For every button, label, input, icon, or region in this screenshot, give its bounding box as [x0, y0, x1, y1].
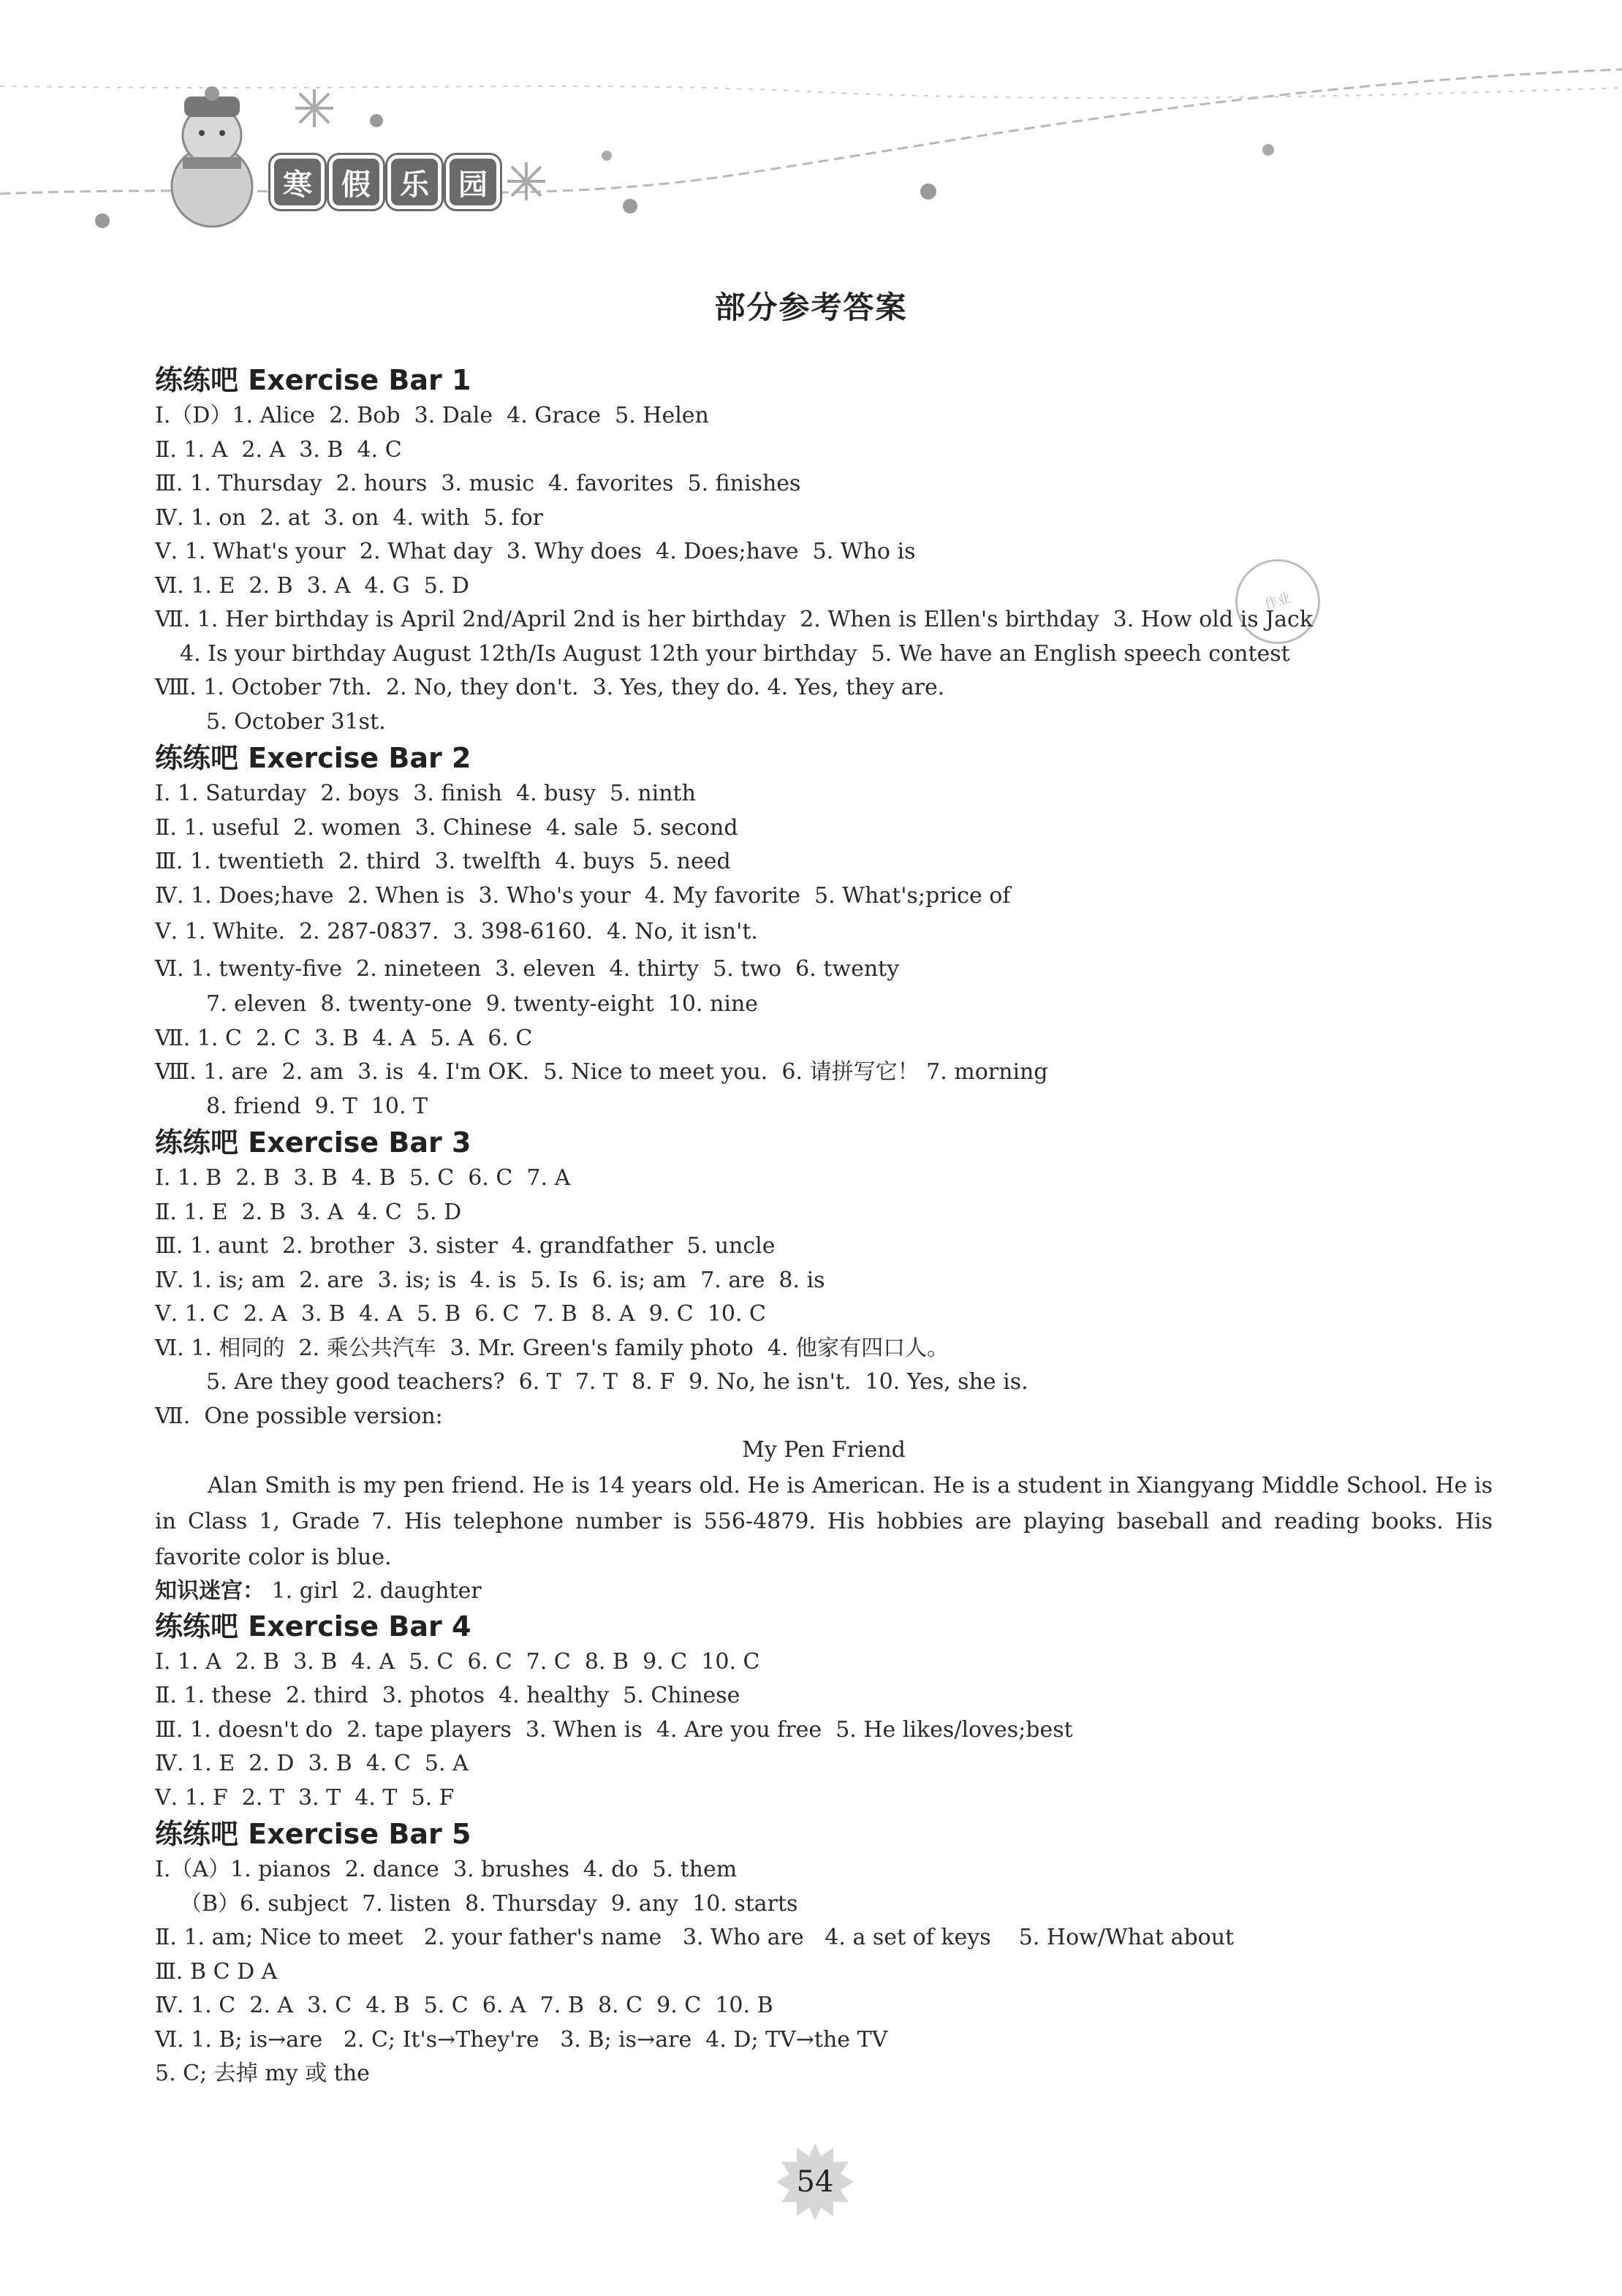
banner-char: 园 — [446, 155, 500, 209]
answer-line: Ⅱ. 1. A 2. A 3. B 4. C — [155, 436, 402, 463]
answer-line: Ⅴ. 1. What's your 2. What day 3. Why does 4. Does;have 5. Who is — [155, 539, 916, 564]
section-heading: 练练吧 Exercise Bar 5 — [155, 1818, 471, 1850]
answer-line: Ⅳ. 1. on 2. at 3. on 4. with 5. for — [155, 504, 543, 531]
answer-line: Ⅰ. 1. Saturday 2. boys 3. finish 4. busy 5. ninth — [155, 781, 696, 806]
answer-line: 4. Is your birthday August 12th/Is August 12th your birthday 5. We have an English speech contest — [180, 640, 1290, 667]
answer-line: Ⅰ.（A）1. pianos 2. dance 3. brushes 4. do 5. them — [155, 1857, 738, 1882]
snowflake-icon — [295, 89, 333, 127]
header-decoration — [0, 0, 1622, 241]
answer-line: （B）6. subject 7. listen 8. Thursday 9. any 10. starts — [180, 1890, 798, 1917]
answer-line: 5. Are they good teachers? 6. T 7. T 8. F 9. No, he isn't. 10. Yes, she is. — [206, 1369, 1028, 1395]
answer-line: Ⅶ. One possible version: — [155, 1403, 443, 1429]
answer-line: Ⅲ. 1. aunt 2. brother 3. sister 4. grandfather 5. uncle — [155, 1233, 776, 1259]
answer-line: 5. C; 去掉 my 或 the — [155, 2061, 370, 2086]
answer-line: 7. eleven 8. twenty-one 9. twenty-eight 10. nine — [206, 991, 759, 1017]
answer-line: Ⅵ. 1. twenty-five 2. nineteen 3. eleven 4. thirty 5. two 6. twenty — [155, 956, 900, 982]
answer-line: Ⅱ. 1. these 2. third 3. photos 4. healthy 5. Chinese — [155, 1683, 740, 1708]
answer-content — [155, 361, 1493, 2091]
answer-line: Ⅷ. 1. October 7th. 2. No, they don't. 3. Yes, they do. 4. Yes, they are. — [155, 675, 945, 700]
answer-line: Ⅳ. 1. Does;have 2. When is 3. Who's your 4. My favorite 5. What's;price of — [155, 882, 1011, 909]
answer-line: Ⅰ. 1. B 2. B 3. B 4. B 5. C 6. C 7. A — [155, 1165, 571, 1191]
answer-line: Ⅵ. 1. B; is→are 2. C; It's→They're 3. B; is→are 4. D; TV→the TV — [155, 2026, 888, 2053]
answer-line: Ⅳ. 1. E 2. D 3. B 4. C 5. A — [155, 1751, 469, 1776]
section-heading: 练练吧 Exercise Bar 4 — [155, 1610, 471, 1643]
banner-char: 乐 — [387, 155, 441, 209]
snowman-icon — [172, 86, 252, 227]
essay-paragraph: Alan Smith is my pen friend. He is 14 years old. He is American. He is a student in Xiangyang Middle School. He is in Class 1, Grade 7. His telephone number is 556-4879. His hobbies are playing baseball and reading books. His favorite color is blue. — [155, 1472, 1493, 1570]
answer-line: Ⅴ. 1. F 2. T 3. T 4. T 5. F — [155, 1784, 455, 1811]
answer-line: 8. friend 9. T 10. T — [206, 1093, 428, 1119]
section-heading: 练练吧 Exercise Bar 2 — [155, 742, 471, 774]
answer-line: Ⅵ. 1. E 2. B 3. A 4. G 5. D — [155, 572, 469, 599]
page-title: 部分参考答案 — [714, 289, 908, 325]
watermark-stamp: 作业 — [1226, 550, 1330, 653]
answer-line: Ⅲ. B C D A — [155, 1958, 278, 1985]
answer-line: Ⅱ. 1. useful 2. women 3. Chinese 4. sale 5. second — [155, 814, 738, 841]
answer-line: Ⅴ. 1. White. 2. 287-0837. 3. 398-6160. 4. No, it isn't. — [155, 919, 758, 944]
answer-line: Ⅳ. 1. is; am 2. are 3. is; is 4. is 5. Is 6. is; am 7. are 8. is — [155, 1267, 825, 1293]
section-heading: 练练吧 Exercise Bar 1 — [155, 364, 471, 396]
banner-char: 寒 — [270, 155, 325, 209]
page-number: 54 — [796, 2165, 834, 2199]
answer-line: 5. October 31st. — [206, 708, 386, 735]
answer-line: Ⅶ. 1. C 2. C 3. B 4. A 5. A 6. C — [155, 1025, 533, 1051]
answer-line: Ⅵ. 1. 相同的 2. 乘公共汽车 3. Mr. Green's family photo 4. 他家有四口人。 — [155, 1335, 950, 1361]
essay-title: My Pen Friend — [742, 1437, 906, 1463]
answer-line: Ⅱ. 1. E 2. B 3. A 4. C 5. D — [155, 1199, 462, 1225]
answer-line: Ⅰ.（D）1. Alice 2. Bob 3. Dale 4. Grace 5. Helen — [155, 403, 709, 428]
answer-line: Ⅷ. 1. are 2. am 3. is 4. I'm OK. 5. Nice to meet you. 6. 请拼写它！ 7. morning — [155, 1059, 1048, 1085]
answer-line: Ⅲ. 1. twentieth 2. third 3. twelfth 4. buys 5. need — [155, 849, 731, 874]
section-heading: 练练吧 Exercise Bar 3 — [155, 1126, 471, 1159]
answer-line: Ⅶ. 1. Her birthday is April 2nd/April 2nd is her birthday 2. When is Ellen's birthday 3. How old is Jack — [155, 607, 1314, 632]
answer-line: Ⅲ. 1. doesn't do 2. tape players 3. When is 4. Are you free 5. He likes/loves;best — [155, 1716, 1073, 1743]
snowflake-icon — [507, 162, 545, 200]
answer-line: Ⅳ. 1. C 2. A 3. C 4. B 5. C 6. A 7. B 8. C 9. C 10. B — [155, 1993, 773, 2018]
banner-title — [270, 155, 500, 209]
page-header — [0, 0, 1622, 241]
knowledge-maze-label: 知识迷宫： — [155, 1577, 265, 1604]
banner-char: 假 — [329, 155, 383, 209]
knowledge-maze-line — [155, 1575, 1493, 1607]
answer-line: Ⅲ. 1. Thursday 2. hours 3. music 4. favorites 5. finishes — [155, 471, 801, 496]
answer-line: Ⅱ. 1. am; Nice to meet 2. your father's name 3. Who are 4. a set of keys 5. How/What about — [155, 1925, 1235, 1950]
answer-line: Ⅴ. 1. C 2. A 3. B 4. A 5. B 6. C 7. B 8. A 9. C 10. C — [155, 1301, 767, 1327]
knowledge-maze-answer: 1. girl 2. daughter — [265, 1577, 482, 1604]
answer-line: Ⅰ. 1. A 2. B 3. B 4. A 5. C 6. C 7. C 8. B 9. C 10. C — [155, 1648, 760, 1675]
page-number-badge — [775, 2142, 855, 2222]
